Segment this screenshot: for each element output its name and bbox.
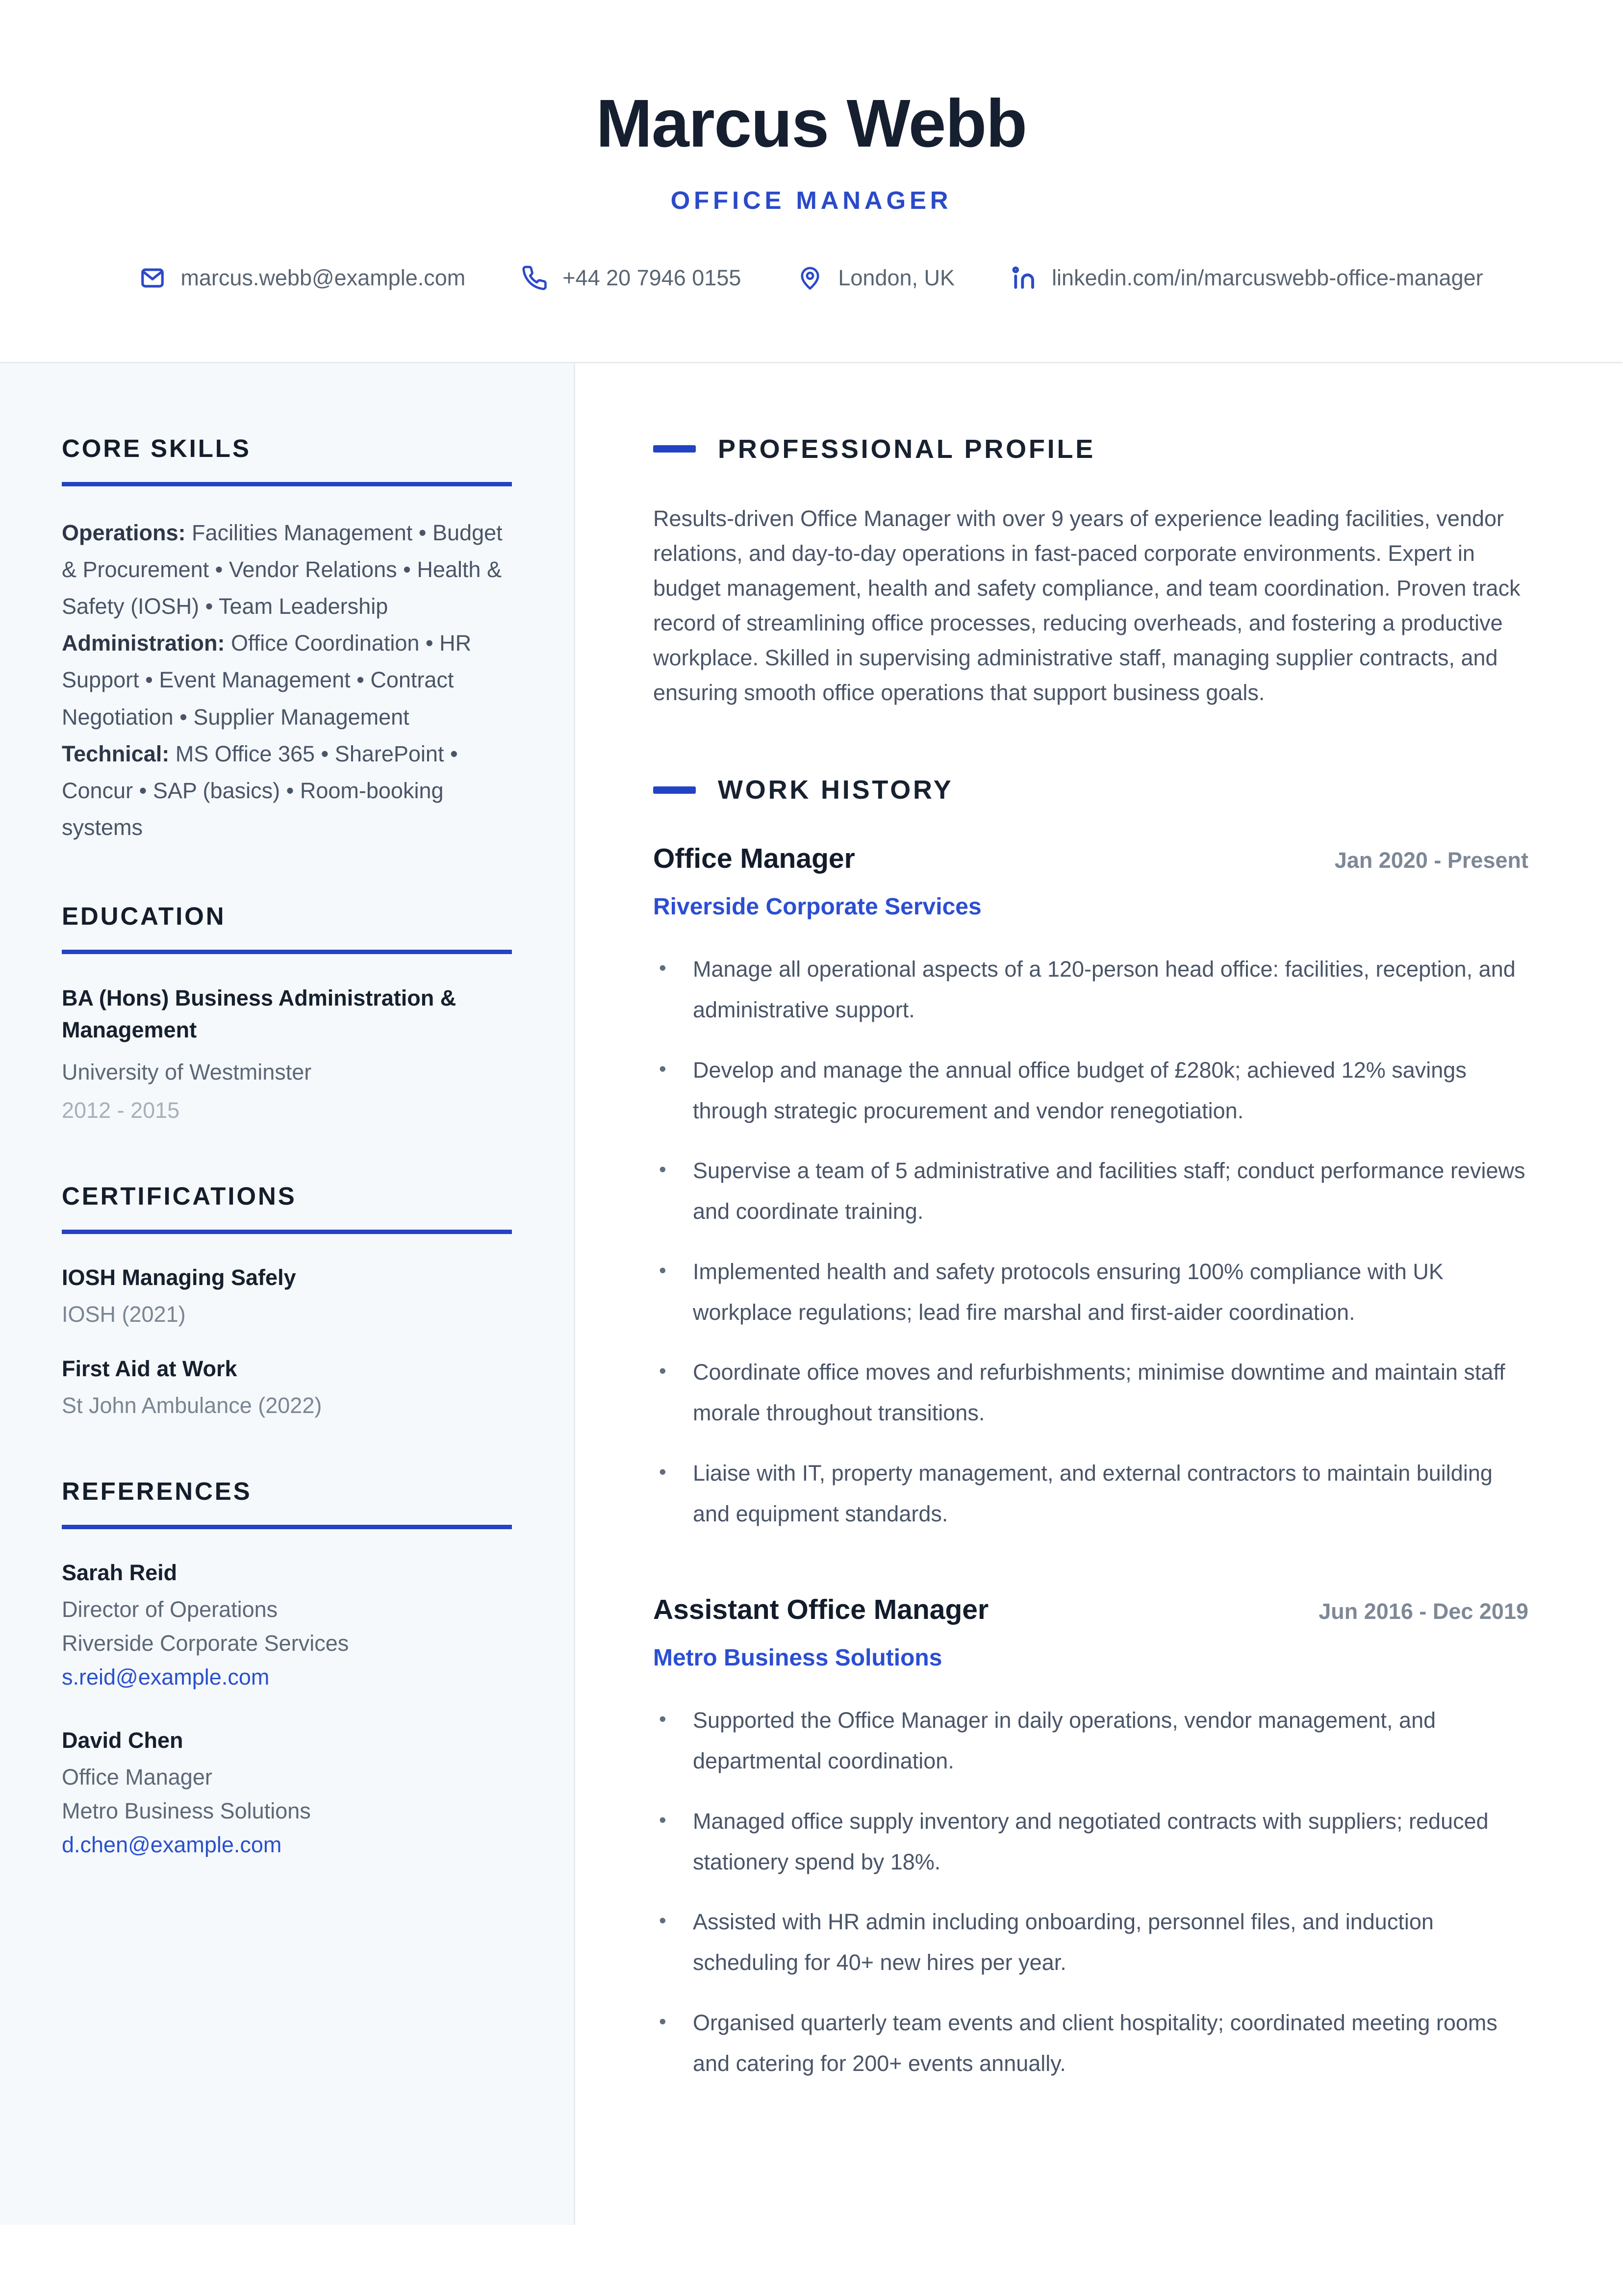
person-job-title: OFFICE MANAGER: [670, 186, 952, 214]
section-professional-profile: [653, 434, 1528, 710]
job-company: Riverside Corporate Services: [653, 893, 982, 920]
job-entry: [653, 1593, 1528, 2084]
contact-linkedin[interactable]: [1011, 265, 1483, 291]
skills-group-administration: [62, 625, 512, 735]
job-header: [653, 1593, 1528, 1626]
email-icon: [139, 265, 166, 291]
skills-text: MS Office 365 • SharePoint • Concur • SAP (basics) • Room-booking systems: [62, 741, 458, 840]
reference-email-link[interactable]: s.reid@example.com: [62, 1664, 270, 1690]
job-bullet: • Assisted with HR admin including onboarding, personnel files, and induction scheduling for 40+ new hires per year.: [653, 1901, 1528, 1983]
section-education: [62, 902, 512, 1126]
job-bullet: • Organised quarterly team events and client hospitality; coordinated meeting rooms and catering for 200+ events annually.: [653, 2002, 1528, 2084]
job-bullet: • Liaise with IT, property management, and external contractors to maintain building and equipment standards.: [653, 1453, 1528, 1535]
education-heading: EDUCATION: [62, 902, 226, 931]
reference-company: Metro Business Solutions: [62, 1798, 311, 1823]
certification-name: First Aid at Work: [62, 1356, 237, 1381]
job-bullet-list: [653, 1700, 1528, 2084]
reference-role: Director of Operations: [62, 1596, 278, 1622]
reference-name: Sarah Reid: [62, 1560, 178, 1585]
work-history-heading: [653, 775, 1528, 805]
profile-paragraph: Results-driven Office Manager with over 9 years of experience leading facilities, vendor relations, and day-to-day operations in fast-paced corporate environments. Expert in budget management, health and safety compliance, and team coordination. Proven track record of streamlining office processes, reducing overheads, and fostering a productive workplace. Skilled in supervising administrative staff, managing supplier contracts, and ensuring smooth office operations that support business goals.: [653, 505, 1521, 706]
job-bullet: • Develop and manage the annual office budget of £280k; achieved 12% savings through strategic procurement and vendor renegotiation.: [653, 1050, 1528, 1132]
heading-dash: [653, 786, 696, 794]
skills-text: Office Coordination • HR Support • Event Management • Contract Negotiation • Supplier Management: [62, 631, 472, 730]
contact-location-text: London, UK: [838, 265, 955, 290]
section-rule: [62, 482, 512, 486]
contact-email-text: marcus.webb@example.com: [180, 265, 466, 290]
job-dates: Jun 2016 - Dec 2019: [1319, 1599, 1528, 1624]
linkedin-icon: [1011, 265, 1037, 291]
contact-phone-text: +44 20 7946 0155: [562, 265, 741, 290]
location-icon: [797, 265, 823, 291]
job-company: Metro Business Solutions: [653, 1644, 942, 1671]
certification-issuer: St John Ambulance (2022): [62, 1392, 322, 1418]
reference-name: David Chen: [62, 1727, 183, 1753]
certification-name: IOSH Managing Safely: [62, 1264, 296, 1290]
section-references: [62, 1477, 512, 1860]
contact-location: [797, 265, 955, 291]
references-heading: REFERENCES: [62, 1477, 252, 1505]
reference-item: [62, 1557, 512, 1692]
phone-icon: [521, 265, 548, 291]
contact-linkedin-text: linkedin.com/in/marcuswebb-office-manager: [1052, 265, 1483, 290]
content-columns: [0, 363, 1623, 2225]
job-dates: Jan 2020 - Present: [1334, 848, 1528, 873]
main-column: [575, 363, 1623, 2225]
certification-issuer: IOSH (2021): [62, 1301, 186, 1327]
education-degree: BA (Hons) Business Administration & Management: [62, 985, 456, 1043]
job-bullet-list: [653, 949, 1528, 1534]
job-title: Office Manager: [653, 843, 855, 875]
header: [0, 0, 1623, 363]
person-name: Marcus Webb: [596, 86, 1027, 161]
reference-item: [62, 1725, 512, 1860]
job-bullet: • Managed office supply inventory and negotiated contracts with suppliers; reduced stationery spend by 18%.: [653, 1801, 1528, 1883]
section-core-skills: [62, 434, 512, 846]
job-bullet: • Supported the Office Manager in daily operations, vendor management, and departmental coordination.: [653, 1700, 1528, 1782]
core-skills-heading: CORE SKILLS: [62, 434, 251, 462]
work-history-heading-text: WORK HISTORY: [718, 775, 954, 805]
section-work-history: [653, 775, 1528, 2084]
section-certifications: [62, 1182, 512, 1421]
job-header: [653, 842, 1528, 875]
certification-item: [62, 1262, 512, 1330]
section-rule: [62, 1525, 512, 1529]
job-bullet: • Implemented health and safety protocols ensuring 100% compliance with UK workplace regulations; lead fire marshal and first-aider coordination.: [653, 1251, 1528, 1333]
section-rule: [62, 1230, 512, 1234]
reference-email-link[interactable]: d.chen@example.com: [62, 1832, 282, 1857]
contact-phone[interactable]: [521, 265, 741, 291]
skills-group-technical: [62, 735, 512, 846]
profile-heading-text: PROFESSIONAL PROFILE: [718, 434, 1096, 464]
contact-row: [29, 265, 1593, 291]
job-title: Assistant Office Manager: [653, 1594, 989, 1626]
skills-group-operations: [62, 514, 512, 625]
reference-role: Office Manager: [62, 1764, 212, 1790]
reference-company: Riverside Corporate Services: [62, 1630, 349, 1656]
skills-label: Technical:: [62, 741, 170, 766]
contact-email[interactable]: [139, 265, 465, 291]
skills-label: Administration:: [62, 631, 225, 656]
job-entry: [653, 842, 1528, 1534]
skills-text: Facilities Management • Budget & Procurement • Vendor Relations • Health & Safety (IOSH) • Team Leadership: [62, 520, 503, 619]
job-bullet: • Supervise a team of 5 administrative and facilities staff; conduct performance reviews and coordinate training.: [653, 1150, 1528, 1232]
job-bullet: • Manage all operational aspects of a 120-person head office: facilities, reception, and administrative support.: [653, 949, 1528, 1031]
section-rule: [62, 950, 512, 954]
certification-item: [62, 1353, 512, 1421]
education-dates: 2012 - 2015: [62, 1097, 180, 1123]
education-school: University of Westminster: [62, 1059, 312, 1085]
heading-dash: [653, 445, 696, 453]
certifications-heading: CERTIFICATIONS: [62, 1182, 297, 1210]
profile-heading: [653, 434, 1528, 464]
skills-label: Operations:: [62, 520, 186, 545]
sidebar: [0, 363, 575, 2225]
job-bullet: • Coordinate office moves and refurbishments; minimise downtime and maintain staff morale throughout transitions.: [653, 1352, 1528, 1434]
